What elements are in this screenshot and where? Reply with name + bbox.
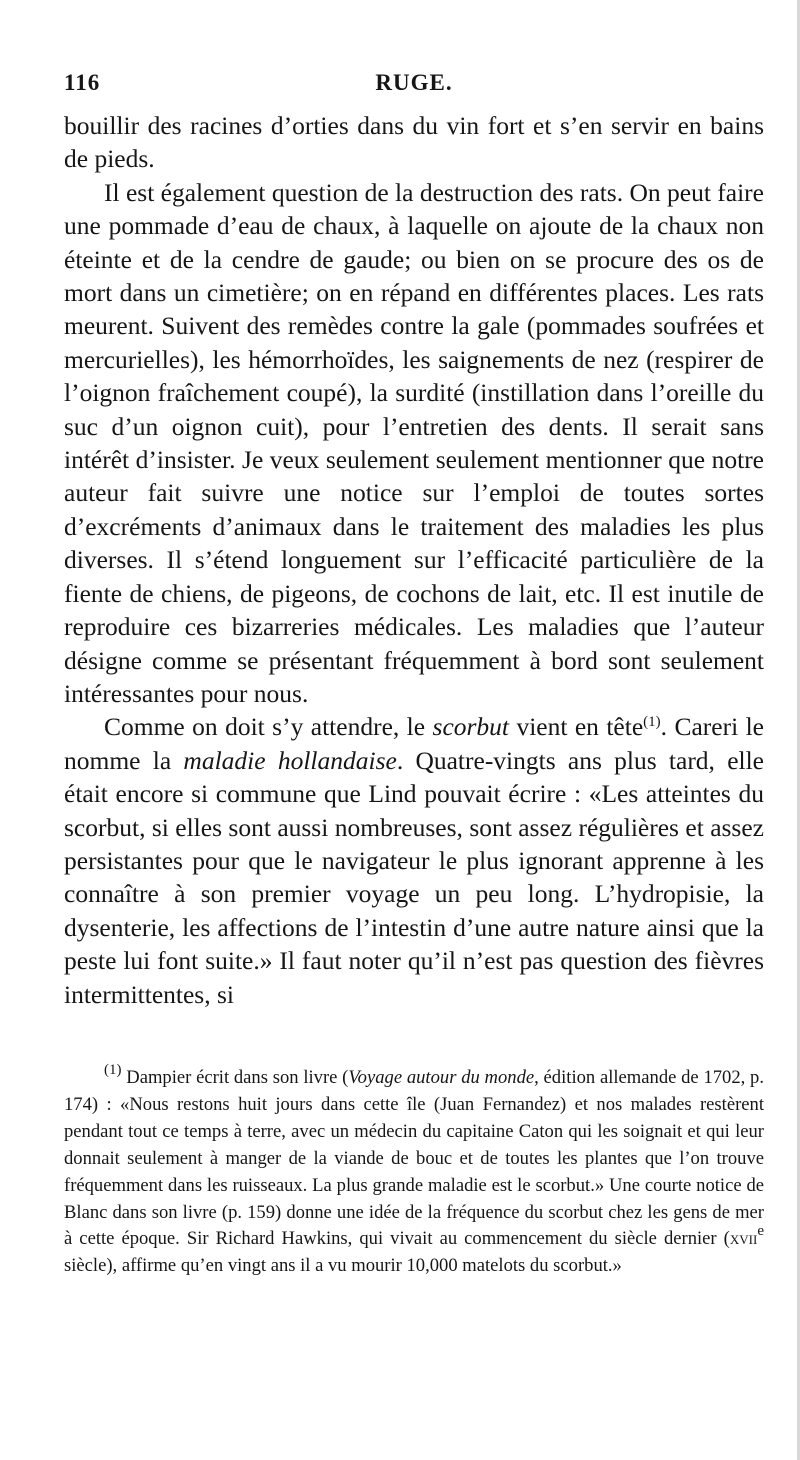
main-text [64,109,764,1011]
paragraph-rats: Il est également question de la destruction des rats. On peut faire une pommade d’eau de chaux, à laquelle on ajoute de la chaux non éteinte et de la cendre de gaude; ou bien on se procure des os de mort dans un cimetière; on en répand en différentes places. Les rats meurent. Suivent des remèdes contre la gale (pommades soufrées et mercurielles), les hémorrhoïdes, les saignements de nez (respirer de l’oignon fraîchement coupé), la surdité (instillation dans l’oreille du suc d’un oignon cuit), pour l’entretien des dents. Il serait sans intérêt d’insister. Je veux seulement seulement mentionner que notre auteur fait suivre une notice sur l’emploi de toutes sortes d’excréments d’animaux dans le traitement des maladies les plus diverses. Il s’étend longuement sur l’efficacité particulière de la fiente de chiens, de pigeons, de cochons de lait, etc. Il est inutile de reproduire ces bizarreries médicales. Les maladies que l’auteur désigne comme se présentant fréquemment à bord sont seulement intéressantes pour nous. [64,177,764,708]
text-run: vient en tête [509,712,644,742]
running-header [64,70,764,100]
italic-term-maladie-hollandaise: maladie hollandaise [183,745,397,775]
text-run: siècle), affirme qu’en vingt ans il a vu mourir 10,000 matelots du scorbut.» [64,1255,622,1277]
footnote-reference[interactable]: (1) [643,714,661,731]
text-run: , édition allemande de 1702, p. 174) : «Nous restons huit jours dans cette île (Juan Fernandez) et nos malades restèrent pendant tout ce temps à terre, avec un médecin du capitaine Caton qui les soignait et qui leur donnait seulement à manger de la viande de bouc et de toutes les plantes que l’on trouve fréquemment dans les ruisseaux. La plus grande maladie est le scorbut.» Une courte notice de Blanc dans son livre (p. 159) donne une idée de la fréquence du scorbut chez les gens de mer à cette époque. Sir Richard Hawkins, qui vivait au commencement du siècle dernier ( [64,1067,765,1250]
page-number: 116 [64,70,101,95]
footnote-marker: (1) [104,1062,122,1078]
century-numeral: xvii [729,1228,758,1250]
footnote [64,1062,765,1280]
italic-book-title: Voyage autour du monde [348,1067,535,1088]
paragraph-continuation: bouillir des racines d’orties dans du vin fort et s’en servir en bains de pieds. [64,111,764,174]
text-run: . Quatre-vingts ans plus tard, elle était encore si commune que Lind pouvait écrire : «Les atteintes du scorbut, si elles sont aussi nombreuses, sont assez régulières et assez persistantes pour que le navigateur le plus ignorant apprenne à les connaître à son premier voyage un peu long. L’hydropisie, la dysenterie, les affections de l’intestin d’une autre nature ainsi que la peste lui font suite.» Il faut noter qu’il n’est pas question des fièvres intermittentes, si [64,745,764,1009]
century-superscript: e [757,1223,764,1240]
text-run: Comme on doit s’y attendre, le [104,712,433,742]
text-run: Dampier écrit dans son livre ( [121,1067,349,1088]
italic-term-scorbut: scorbut [432,712,510,742]
running-title: RUGE. [375,70,453,95]
paragraph-scorbut [64,710,764,1011]
text-run: . Careri le nomme la [64,712,764,775]
